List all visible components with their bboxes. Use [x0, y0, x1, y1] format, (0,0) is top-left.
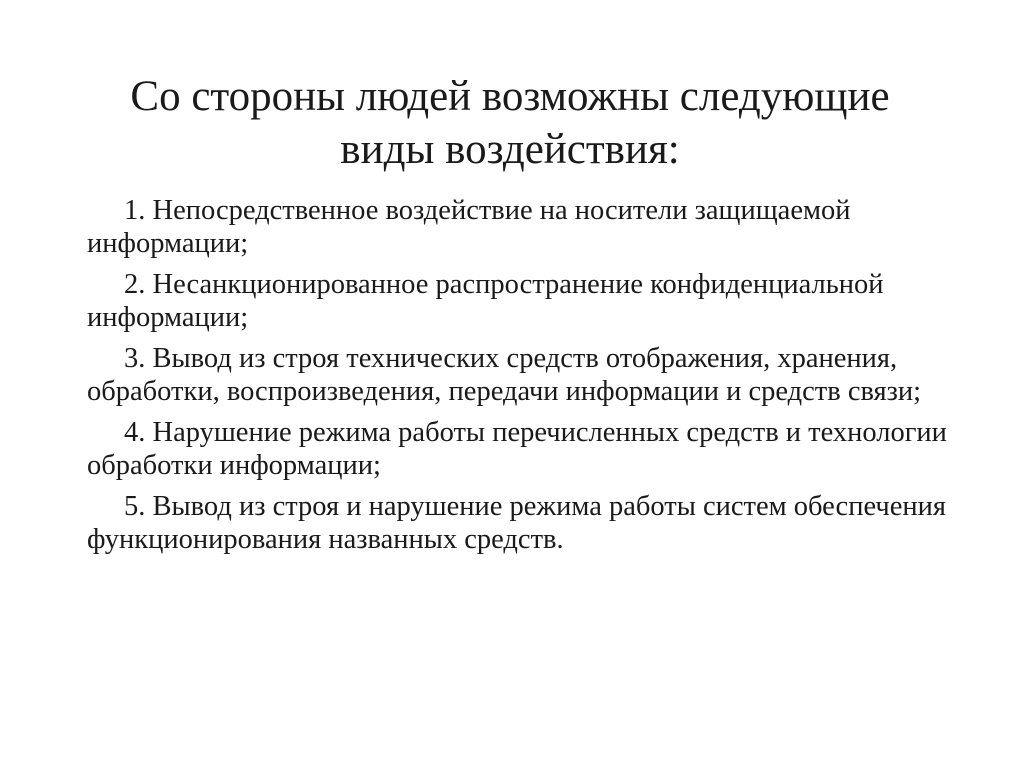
slide-title	[60, 70, 960, 176]
list-item: 3. Вывод из строя технических средств отображения, хранения, обработки, воспроизведения, передачи информации и средств связи;	[87, 343, 922, 407]
influence-list	[87, 194, 967, 564]
list-item: 4. Нарушение режима работы перечисленных средств и технологии обработки информации;	[87, 417, 947, 481]
title-line-1: Со стороны людей возможны следующие	[130, 73, 890, 120]
list-item: 5. Вывод из строя и нарушение режима работы систем обеспечения функционирования названных средств.	[87, 491, 946, 555]
list-item: 2. Несанкционированное распространение конфиденциальной информации;	[87, 269, 884, 333]
list-item: 1. Непосредственное воздействие на носители защищаемой информации;	[87, 195, 851, 259]
title-line-2: виды воздействия:	[340, 126, 680, 173]
